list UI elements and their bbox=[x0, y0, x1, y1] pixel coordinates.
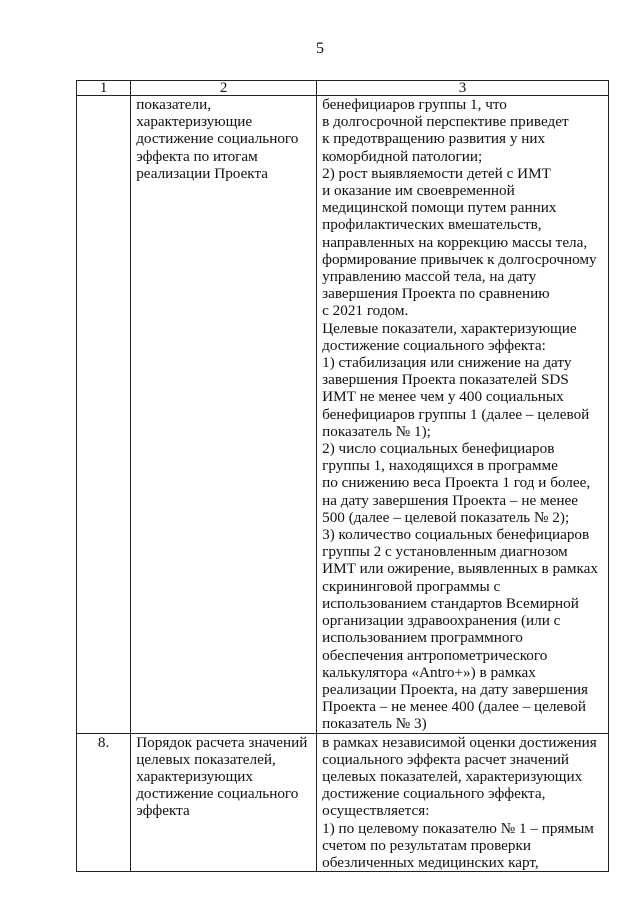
text-line: целевых показателей, характеризующих bbox=[322, 767, 583, 785]
text-line: ИМТ или ожирение, выявленных в рамках bbox=[322, 560, 598, 578]
text-line: достижение социального bbox=[136, 130, 299, 148]
text-line: показатели, bbox=[136, 96, 212, 113]
text-line: достижение социального bbox=[136, 785, 299, 803]
text-line: медицинской помощи путем ранних bbox=[322, 199, 557, 217]
text-line: использованием программного bbox=[322, 629, 523, 647]
text-line: обеспечения антропометрического bbox=[322, 646, 548, 664]
text-line: управлению массой тела, на дату bbox=[322, 268, 537, 286]
text-line: Проекта – не менее 400 (далее – целевой bbox=[322, 698, 587, 716]
table-row bbox=[77, 96, 609, 734]
text-line: реализации Проекта bbox=[136, 164, 269, 182]
text-line: по снижению веса Проекта 1 год и более, bbox=[322, 474, 591, 492]
page-number: 5 bbox=[316, 40, 324, 57]
text-line: эффекта по итогам bbox=[136, 147, 258, 165]
text-line: скрининговой программы с bbox=[322, 577, 501, 595]
text-line: реализации Проекта, на дату завершения bbox=[322, 680, 588, 698]
row-title bbox=[131, 96, 317, 734]
column-header-3: 3 bbox=[317, 81, 609, 96]
text-line: к предотвращению развития у них bbox=[322, 130, 546, 148]
text-line: эффекта bbox=[136, 802, 190, 820]
text-line: ИМТ не менее чем у 400 социальных bbox=[322, 388, 564, 406]
text-line: использованием стандартов Всемирной bbox=[322, 594, 579, 612]
text-line: бенефициаров группы 1 (далее – целевой bbox=[322, 405, 590, 423]
text-line: коморбидной патологии; bbox=[322, 147, 483, 165]
text-line: Порядок расчета значений bbox=[136, 733, 308, 751]
text-line: показатель № 1); bbox=[322, 422, 431, 440]
text-line: направленных на коррекцию массы тела, bbox=[322, 233, 588, 251]
row-title bbox=[131, 733, 317, 872]
row-content bbox=[317, 733, 609, 872]
column-header-1: 1 bbox=[77, 81, 131, 96]
text-line: и оказание им своевременной bbox=[322, 182, 515, 200]
text-line: 2) рост выявляемости детей с ИМТ bbox=[322, 164, 551, 182]
text-line: 1) по целевому показателю № 1 – прямым bbox=[322, 819, 594, 837]
text-line: 500 (далее – целевой показатель № 2); bbox=[322, 508, 570, 526]
row-content bbox=[317, 96, 609, 734]
document-table bbox=[76, 80, 609, 872]
text-line: обезличенных медицинских карт, bbox=[322, 853, 539, 871]
table-header-row bbox=[77, 81, 609, 96]
text-line: достижение социального эффекта: bbox=[322, 336, 546, 354]
table-row bbox=[77, 733, 609, 872]
text-line: характеризующих bbox=[136, 767, 253, 785]
text-line: завершения Проекта по сравнению bbox=[322, 285, 550, 303]
text-line: достижение социального эффекта, bbox=[322, 785, 546, 803]
text-line: в рамках независимой оценки достижения bbox=[322, 733, 597, 751]
text-line: группы 2 с установленным диагнозом bbox=[322, 543, 568, 561]
text-line: показатель № 3) bbox=[322, 715, 427, 733]
text-line: 3) количество социальных бенефициаров bbox=[322, 526, 590, 544]
text-line: профилактических вмешательств, bbox=[322, 216, 542, 234]
text-line: калькулятора «Antro+») в рамках bbox=[322, 663, 536, 681]
text-line: в долгосрочной перспективе приведет bbox=[322, 113, 569, 131]
text-line: осуществляется: bbox=[322, 802, 430, 820]
text-line: 1) стабилизация или снижение на дату bbox=[322, 354, 572, 372]
row-number bbox=[77, 96, 131, 734]
row-number: 8. bbox=[77, 733, 131, 872]
text-line: характеризующие bbox=[136, 113, 253, 131]
text-line: организации здравоохранения (или с bbox=[322, 612, 561, 630]
text-line: формирование привычек к долгосрочному bbox=[322, 250, 597, 268]
column-header-2: 2 bbox=[131, 81, 317, 96]
text-line: счетом по результатам проверки bbox=[322, 836, 532, 854]
text-line: на дату завершения Проекта – не менее bbox=[322, 491, 578, 509]
text-line: 2) число социальных бенефициаров bbox=[322, 440, 555, 458]
text-line: социального эффекта расчет значений bbox=[322, 750, 569, 768]
text-line: группы 1, находящихся в программе bbox=[322, 457, 558, 475]
text-line: с 2021 годом. bbox=[322, 302, 409, 320]
text-line: бенефициаров группы 1, что bbox=[322, 96, 507, 113]
text-line: Целевые показатели, характеризующие bbox=[322, 319, 577, 337]
text-line: завершения Проекта показателей SDS bbox=[322, 371, 569, 389]
text-line: целевых показателей, bbox=[136, 750, 276, 768]
